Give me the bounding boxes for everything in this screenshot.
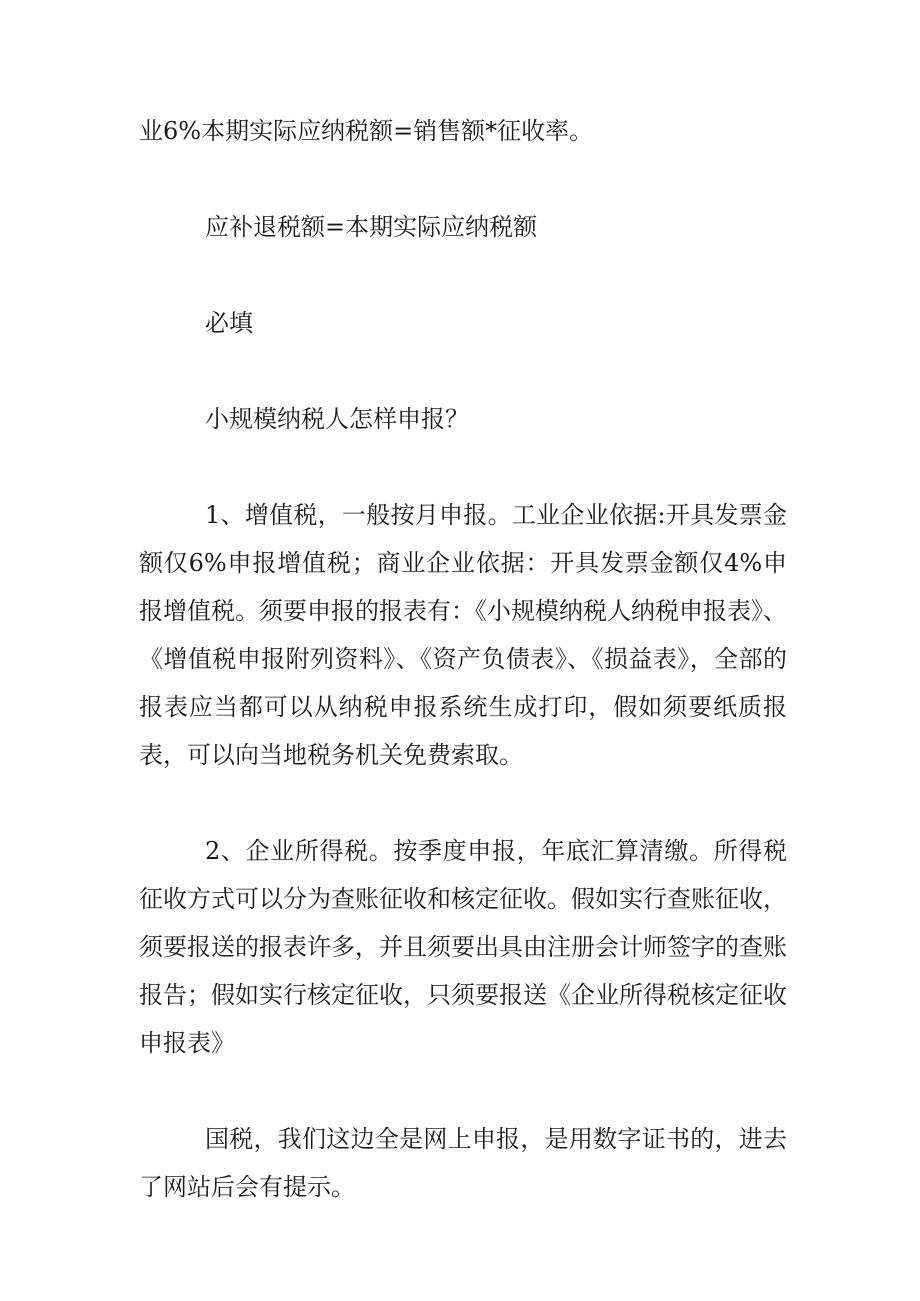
paragraph-online-declaration: 国税，我们这边全是网上申报，是用数字证书的，进去了网站后会有提示。 (139, 1125, 787, 1201)
paragraph-question-heading: 小规模纳税人怎样申报？ (205, 405, 469, 433)
paragraph-vat-declaration: 1、增值税，一般按月申报。工业企业依据:开具发票金额仅6%申报增值税；商业企业依据：开具发票金额仅4%申报增值税。须要申报的报表有：《小规模纳税人纳税申报表》、《增值税申报附列资料》、《资产负债表》、《损益表》，全部的报表应当都可以从纳税申报系统生成打印，假如须要纸质报表，可以向当地税务机关免费索取。 (139, 501, 787, 769)
paragraph-income-tax-declaration: 2、企业所得税。按季度申报，年底汇算清缴。所得税征收方式可以分为查账征收和核定征收。假如实行查账征收，须要报送的报表许多，并且须要出具由注册会计师签字的查账报告；假如实行核定征收，只须要报送《企业所得税核定征收申报表》 (139, 837, 787, 1057)
paragraph-refund-formula: 应补退税额=本期实际应纳税额 (205, 213, 538, 241)
paragraph-formula-tax-payable: 业6%本期实际应纳税额=销售额*征收率。 (139, 117, 594, 145)
paragraph-required: 必填 (205, 309, 253, 337)
